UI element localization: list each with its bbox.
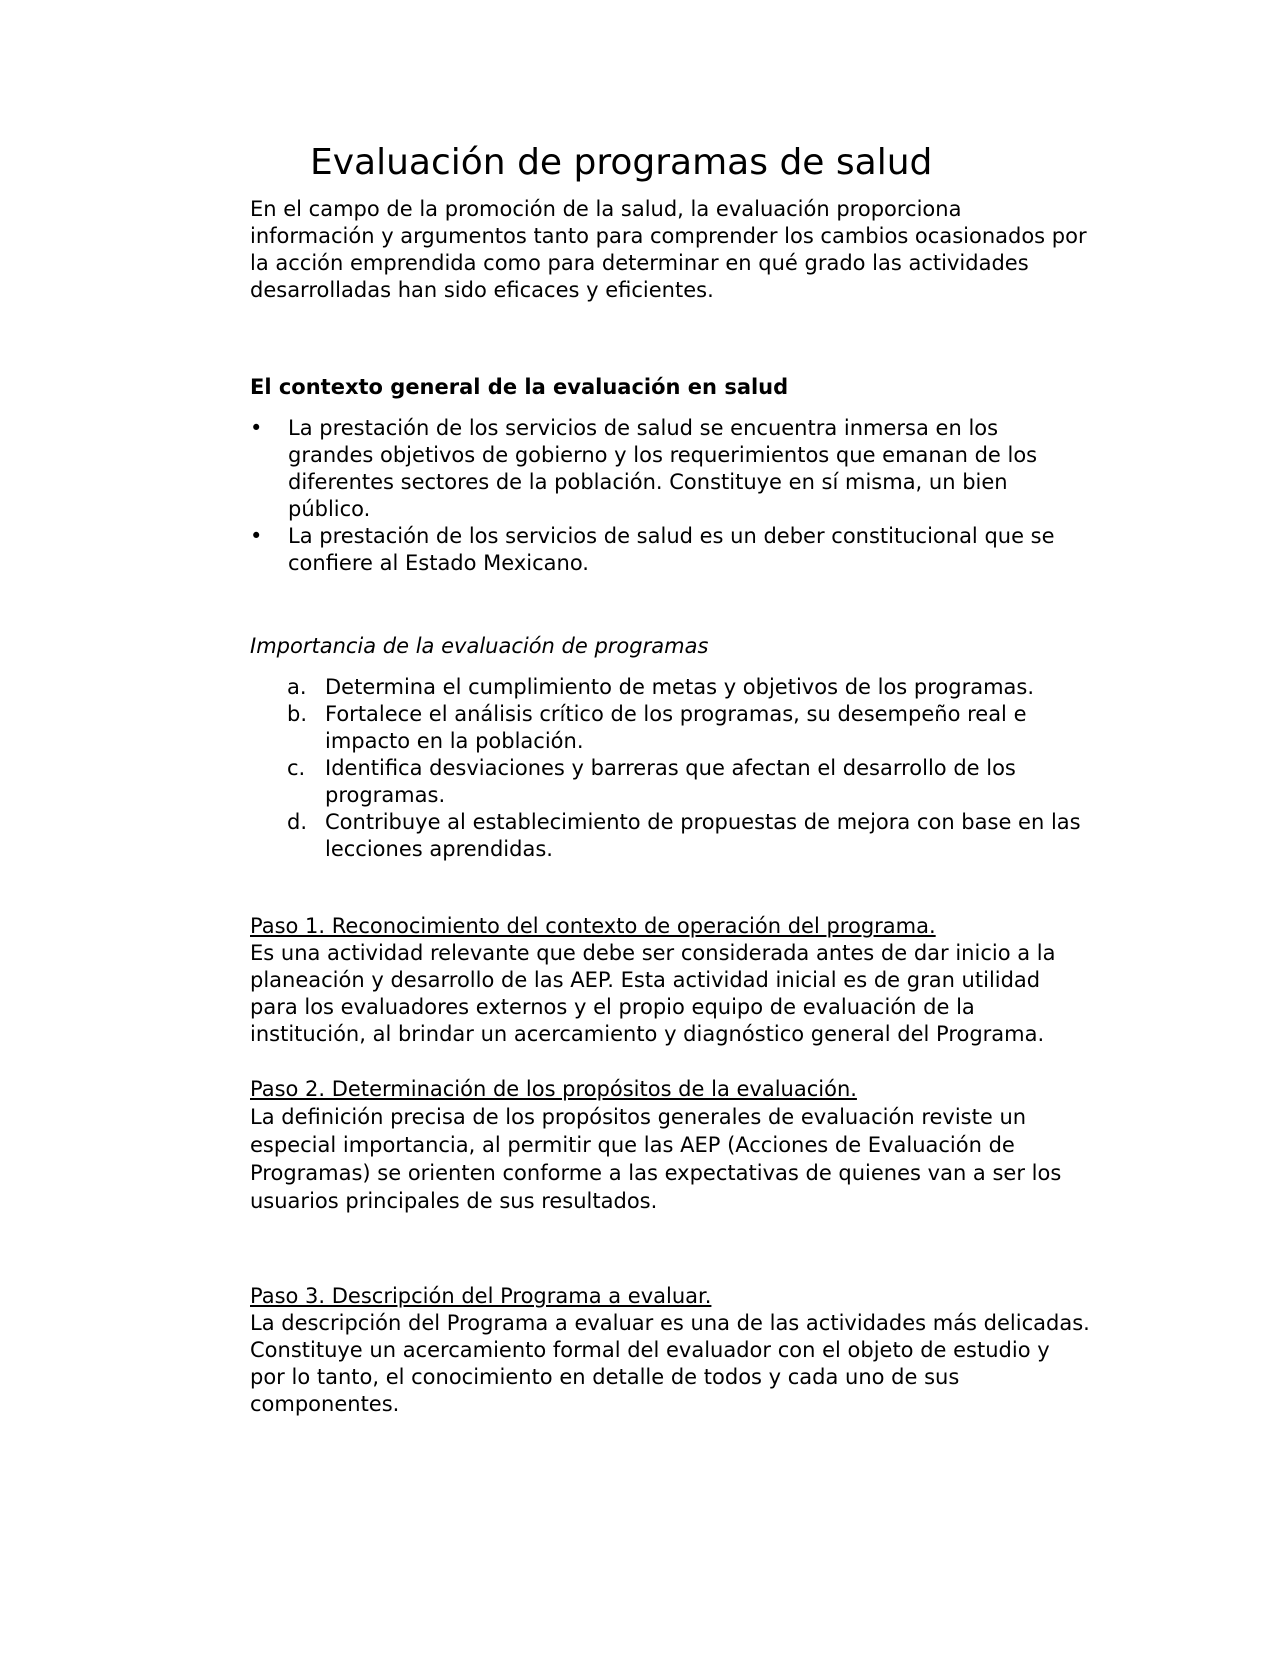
step-2-body: La definición precisa de los propósitos generales de evaluación reviste un especial importancia, al permitir que las AEP (Acciones de Evaluación de Programas) se orienten conforme a las expectativas de quienes van a ser los usuarios principales de sus resultados. (250, 1105, 1062, 1213)
list-marker: d. (287, 810, 308, 834)
document-page (250, 140, 1090, 1445)
context-bullet-list (250, 415, 1090, 577)
list-marker: a. (287, 675, 307, 699)
intro-paragraph: En el campo de la promoción de la salud, la evaluación proporciona información y argumentos tanto para comprender los cambios ocasionados por la acción emprendida como para determinar en qué grado las actividades desarrolladas han sido eficaces y eficientes. (250, 197, 1087, 302)
list-item (250, 755, 1090, 809)
list-item-text: Identifica desviaciones y barreras que afectan el desarrollo de los programas. (325, 756, 1016, 807)
bullet-icon: • (250, 524, 263, 548)
context-heading: El contexto general de la evaluación en salud (250, 375, 789, 399)
step-3-title: Paso 3. Descripción del Programa a evaluar. (250, 1284, 712, 1308)
list-item (250, 415, 1090, 523)
step-2-title: Paso 2. Determinación de los propósitos de la evaluación. (250, 1077, 857, 1101)
list-item (250, 701, 1090, 755)
list-marker: c. (287, 756, 306, 780)
importance-heading: Importancia de la evaluación de programas (250, 634, 709, 658)
step-1-section (250, 913, 1090, 1048)
step-1-title: Paso 1. Reconocimiento del contexto de operación del programa. (250, 914, 936, 938)
list-item-text: La prestación de los servicios de salud es un deber constitucional que se confiere al Estado Mexicano. (288, 524, 1055, 575)
step-2-section (250, 1075, 1090, 1215)
list-item-text: Contribuye al establecimiento de propuestas de mejora con base en las lecciones aprendidas. (325, 810, 1081, 861)
list-item (250, 674, 1090, 701)
list-item-text: La prestación de los servicios de salud se encuentra inmersa en los grandes objetivos de gobierno y los requerimientos que emanan de los diferentes sectores de la población. Constituye en sí misma, un bien público. (288, 416, 1038, 521)
list-item-text: Fortalece el análisis crítico de los programas, su desempeño real e impacto en la población. (325, 702, 1027, 753)
page-title: Evaluación de programas de salud (310, 142, 933, 183)
list-item-text: Determina el cumplimiento de metas y objetivos de los programas. (325, 675, 1035, 699)
list-item (250, 523, 1090, 577)
step-1-body: Es una actividad relevante que debe ser considerada antes de dar inicio a la planeación y desarrollo de las AEP. Esta actividad inicial es de gran utilidad para los evaluadores externos y el propio equipo de evaluación de la institución, al brindar un acercamiento y diagnóstico general del Programa. (250, 941, 1056, 1046)
importance-list (250, 674, 1090, 863)
list-item (250, 809, 1090, 863)
bullet-icon: • (250, 416, 263, 440)
list-marker: b. (287, 702, 308, 726)
step-3-body: La descripción del Programa a evaluar es una de las actividades más delicadas. Constituye un acercamiento formal del evaluador con el objeto de estudio y por lo tanto, el conocimiento en detalle de todos y cada uno de sus componentes. (250, 1311, 1090, 1416)
step-3-section (250, 1283, 1090, 1418)
